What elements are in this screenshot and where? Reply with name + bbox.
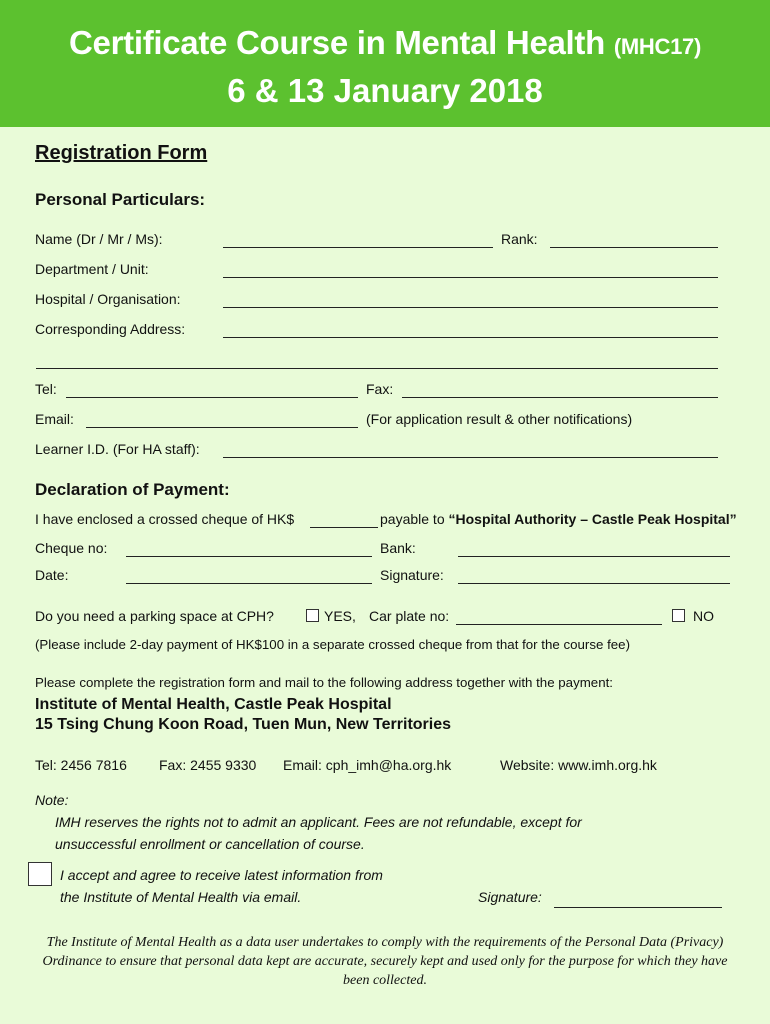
header-banner [0,0,770,127]
parking-no-label: NO [693,608,714,624]
contact-website[interactable]: Website: www.imh.org.hk [500,757,657,773]
parking-yes-checkbox[interactable] [306,609,319,622]
fax-label: Fax: [366,381,394,397]
hospital-label: Hospital / Organisation: [35,291,181,307]
name-field[interactable] [223,247,493,248]
car-plate-field[interactable] [456,624,662,625]
enclosed-text: I have enclosed a crossed cheque of HK$ [35,511,295,527]
email-label: Email: [35,411,74,427]
note-line-1: IMH reserves the rights not to admit an applicant. Fees are not refundable, except for [55,814,582,830]
cheque-field[interactable] [126,556,372,557]
address-field-2[interactable] [36,368,718,369]
payment-signature-label: Signature: [380,567,444,583]
institute-address: 15 Tsing Chung Koon Road, Tuen Mun, New Territories [35,716,452,733]
mail-instruction: Please complete the registration form and mail to the following address together with the payment: [35,675,613,690]
consent-line-1: I accept and agree to receive latest information from [60,867,383,883]
rank-field[interactable] [550,247,718,248]
payment-heading: Declaration of Payment: [35,480,230,499]
payable-text: payable to [380,511,445,527]
fax-field[interactable] [402,397,718,398]
contact-fax: Fax: 2455 9330 [159,757,257,773]
address-field-1[interactable] [223,337,718,338]
contact-email[interactable]: Email: cph_imh@ha.org.hk [283,757,452,773]
payee-name: “Hospital Authority – Castle Peak Hospital” [448,511,737,527]
course-code: (MHC17) [613,34,701,59]
date-field[interactable] [126,583,372,584]
department-label: Department / Unit: [35,261,149,277]
hospital-field[interactable] [223,307,718,308]
contact-tel: Tel: 2456 7816 [35,757,127,773]
note-line-2: unsuccessful enrollment or cancellation of course. [55,836,365,852]
car-plate-label: Car plate no: [369,608,450,624]
address-label: Corresponding Address: [35,321,186,337]
consent-checkbox[interactable] [28,862,52,886]
course-title [0,24,770,62]
tel-label: Tel: [35,381,57,397]
parking-no-checkbox[interactable] [672,609,685,622]
institute-name: Institute of Mental Health, Castle Peak Hospital [35,696,392,713]
privacy-statement: The Institute of Mental Health as a data user undertakes to comply with the requirements of the Personal Data (Privacy) Ordinance to ensure that personal data kept are accurate, securely kept and used only for the purpose for which they have been collected. [42,935,728,988]
learner-id-label: Learner I.D. (For HA staff): [35,441,200,457]
parking-question: Do you need a parking space at CPH? [35,608,274,624]
personal-heading: Personal Particulars: [35,190,206,209]
bank-label: Bank: [380,540,416,556]
rank-label: Rank: [501,231,538,247]
bank-field[interactable] [458,556,730,557]
parking-yes-label: YES, [324,608,356,624]
form-title: Registration Form [35,142,208,164]
learner-id-field[interactable] [223,457,718,458]
tel-field[interactable] [66,397,358,398]
payment-signature-field[interactable] [458,583,730,584]
department-field[interactable] [223,277,718,278]
email-field[interactable] [86,427,358,428]
date-label: Date: [35,567,69,583]
note-heading: Note: [35,792,69,808]
course-dates: 6 & 13 January 2018 [227,72,543,109]
amount-field[interactable] [310,527,378,528]
consent-line-2: the Institute of Mental Health via email. [60,889,302,905]
name-label: Name (Dr / Mr / Ms): [35,231,163,247]
consent-signature-label: Signature: [478,889,542,905]
consent-signature-field[interactable] [554,907,722,908]
email-note: (For application result & other notifications) [366,411,633,427]
cheque-label: Cheque no: [35,540,108,556]
course-name: Certificate Course in Mental Health [69,24,605,61]
parking-note: (Please include 2-day payment of HK$100 in a separate crossed cheque from that for the course fee) [35,637,631,652]
